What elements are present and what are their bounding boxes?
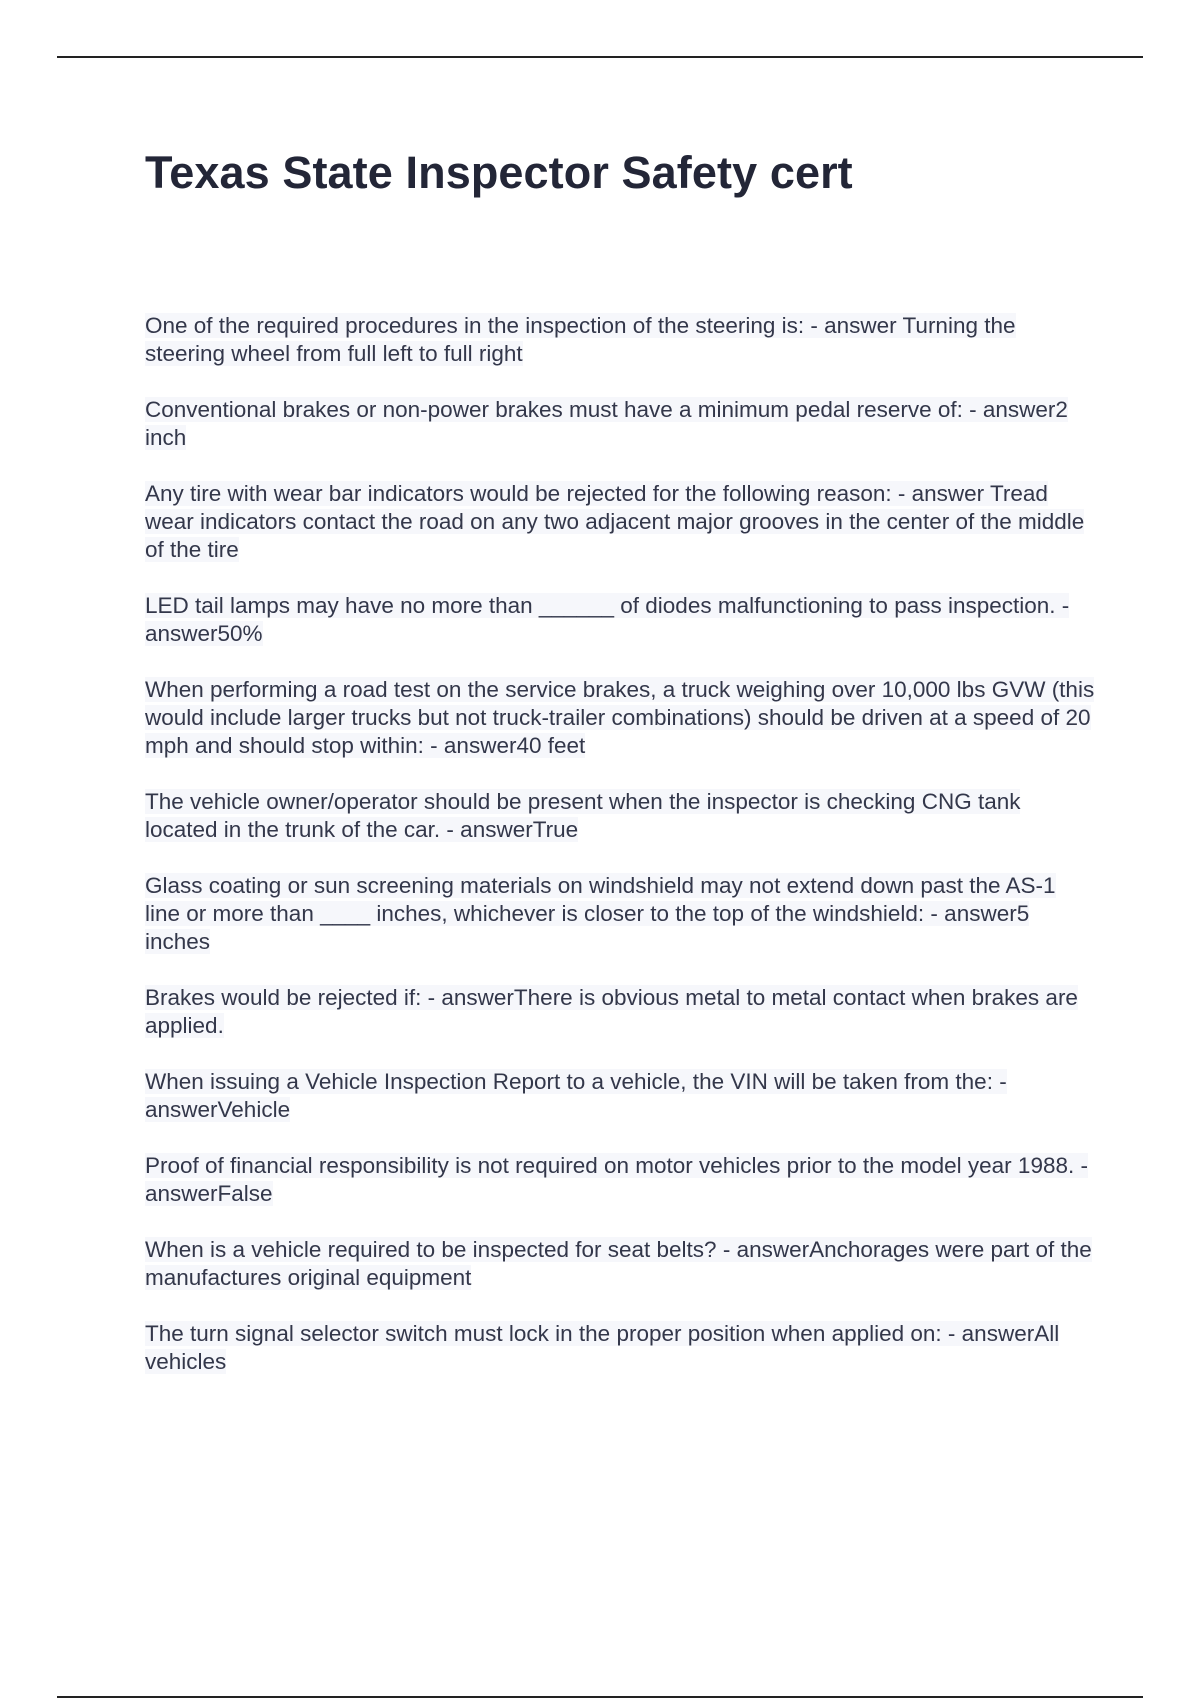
qa-text: Glass coating or sun screening materials on windshield may not extend down past the AS-1 line or more than ____ inches, whichever is closer to the top of the windshield: - answer5 inches: [145, 873, 1056, 954]
qa-list: [145, 312, 1095, 1404]
qa-item: [145, 872, 1095, 956]
qa-text: Any tire with wear bar indicators would be rejected for the following reason: - answer Tread wear indicators contact the road on any two adjacent major grooves in the center of the middle of the tire: [145, 481, 1085, 562]
qa-item: [145, 1236, 1095, 1292]
qa-item: [145, 1152, 1095, 1208]
qa-text: When is a vehicle required to be inspected for seat belts? - answerAnchorages were part of the manufactures original equipment: [145, 1237, 1092, 1290]
qa-item: [145, 480, 1095, 564]
qa-item: [145, 984, 1095, 1040]
qa-item: [145, 312, 1095, 368]
qa-text: The turn signal selector switch must lock in the proper position when applied on: - answerAll vehicles: [145, 1321, 1060, 1374]
top-divider: [57, 56, 1143, 58]
qa-text: LED tail lamps may have no more than ______ of diodes malfunctioning to pass inspection. - answer50%: [145, 593, 1070, 646]
qa-item: [145, 1068, 1095, 1124]
qa-text: Brakes would be rejected if: - answerThere is obvious metal to metal contact when brakes are applied.: [145, 985, 1078, 1038]
qa-text: Conventional brakes or non-power brakes must have a minimum pedal reserve of: - answer2 inch: [145, 397, 1068, 450]
qa-text: The vehicle owner/operator should be present when the inspector is checking CNG tank located in the trunk of the car. - answerTrue: [145, 789, 1021, 842]
qa-item: [145, 396, 1095, 452]
bottom-divider: [57, 1696, 1143, 1698]
qa-item: [145, 788, 1095, 844]
qa-text: When performing a road test on the service brakes, a truck weighing over 10,000 lbs GVW (this would include larger trucks but not truck-trailer combinations) should be driven at a speed of 20 mph and should stop within: - answer40 feet: [145, 677, 1095, 758]
qa-text: Proof of financial responsibility is not required on motor vehicles prior to the model year 1988. - answerFalse: [145, 1153, 1088, 1206]
qa-text: When issuing a Vehicle Inspection Report to a vehicle, the VIN will be taken from the: - answerVehicle: [145, 1069, 1007, 1122]
page-title: Texas State Inspector Safety cert: [145, 147, 853, 198]
qa-item: [145, 592, 1095, 648]
qa-item: [145, 676, 1095, 760]
qa-item: [145, 1320, 1095, 1376]
qa-text: One of the required procedures in the inspection of the steering is: - answer Turning the steering wheel from full left to full right: [145, 313, 1016, 366]
